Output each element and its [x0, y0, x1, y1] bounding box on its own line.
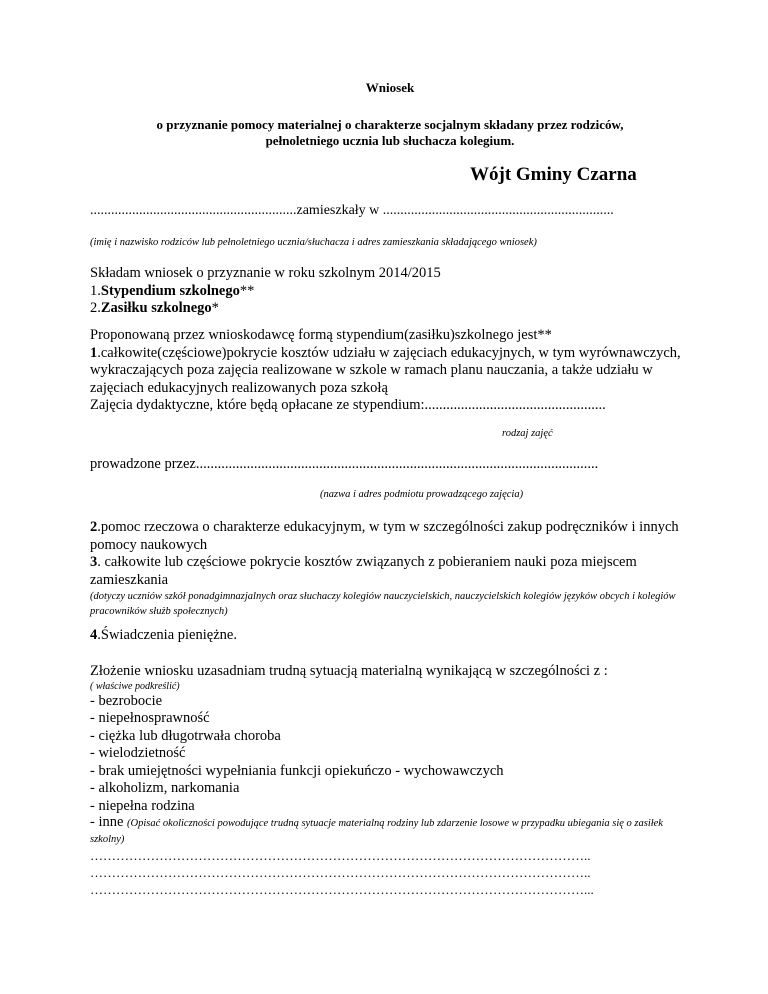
- form-section: [90, 327, 690, 415]
- form-intro: Proponowaną przez wnioskodawcę formą stypendium(zasiłku)szkolnego jest**: [90, 327, 552, 343]
- zasilek-label: Zasiłku szkolnego: [100, 300, 212, 316]
- applicant-field-line: ...........................................................zamieszkały w ..................................................................: [90, 203, 614, 218]
- description-dot-line: ……………………………………………………………………………………………………..: [90, 848, 591, 863]
- form-option-1: 1.całkowite(częściowe)pokrycie kosztów udziału w zajęciach edukacyjnych, w tym wyrównawczych, wykraczających poza zajęcia realizowane w szkole w ramach planu nauczania, a także udziału w zajęciach edukacyjnych realizowanych poza szkołą: [90, 344, 681, 396]
- reason-item: - ciężka lub długotrwała choroba: [90, 727, 281, 744]
- reason-item: - bezrobocie: [90, 692, 163, 709]
- reason-item: - wielodzietność: [90, 745, 186, 761]
- reason-item: - niepełna rodzina: [90, 797, 195, 814]
- request-item-1: 1.Stypendium szkolnego**: [90, 282, 255, 299]
- form-options-2-3: [90, 519, 690, 619]
- reason-item: - brak umiejętności wypełniania funkcji opiekuńczo - wychowawczych: [90, 762, 504, 779]
- classes-hint: rodzaj zajęć: [502, 428, 553, 439]
- reasons-list: [90, 693, 690, 816]
- reason-item: - niepełnosprawność: [90, 710, 210, 726]
- provider-field-line: prowadzone przez...............................................................................................................: [90, 456, 599, 472]
- classes-field-line: Zajęcia dydaktyczne, które będą opłacane ze stypendium:..................................................: [90, 397, 606, 413]
- form-option-2: 2.pomoc rzeczowa o charakterze edukacyjnym, w tym w szczególności zakup podręczników i innych pomocy naukowych: [90, 519, 679, 553]
- request-intro: Składam wniosek o przyznanie w roku szkolnym 2014/2015: [90, 265, 441, 281]
- reason-other: - inne (Opisać okoliczności powodujące trudną sytuacje materialną rodziny lub zdarzenie losowe w przypadku ubiegania się o zasiłek szkolny): [90, 814, 663, 845]
- applicant-hint: (imię i nazwisko rodziców lub pełnoletniego ucznia/słuchacza i adres zamieszkania składającego wniosek): [90, 237, 537, 248]
- document-title: Wniosek: [365, 80, 415, 95]
- request-item-2: 2.Zasiłku szkolnego*: [90, 300, 219, 316]
- provider-hint: (nazwa i adres podmiotu prowadzącego zajęcia): [320, 489, 524, 500]
- description-dot-line: ……………………………………………………………………………………………………..: [90, 865, 591, 880]
- document-subtitle: [90, 117, 690, 149]
- request-section: [90, 265, 690, 318]
- form-option-4: 4.Świadczenia pieniężne.: [90, 627, 237, 643]
- subtitle-line-2: pełnoletniego ucznia lub słuchacza kolegium.: [265, 133, 515, 148]
- justification-section: [90, 663, 690, 898]
- stypendium-label: Stypendium szkolnego: [100, 282, 240, 299]
- description-dot-line: ……………………………………………………………………………………………………...: [90, 882, 594, 897]
- justification-intro: Złożenie wniosku uzasadniam trudną sytuacją materialną wynikającą w szczególności z :: [90, 663, 608, 679]
- form-option-3-hint: (dotyczy uczniów szkół ponadgimnazjalnych oraz słuchaczy kolegiów nauczycielskich, nauczycielskich kolegiów języków obcych i kolegiów pracowników służb społecznych): [90, 591, 676, 617]
- justification-hint: ( właściwe podkreślić): [90, 680, 180, 692]
- form-option-3: 3. całkowite lub częściowe pokrycie kosztów związanych z pobieraniem nauki poza miejscem zamieszkania: [90, 554, 637, 588]
- subtitle-line-1: o przyznanie pomocy materialnej o charakterze socjalnym składany przez rodziców,: [156, 117, 624, 132]
- addressee: Wójt Gminy Czarna: [470, 164, 637, 185]
- reason-item: - alkoholizm, narkomania: [90, 780, 240, 796]
- description-lines: [90, 847, 690, 898]
